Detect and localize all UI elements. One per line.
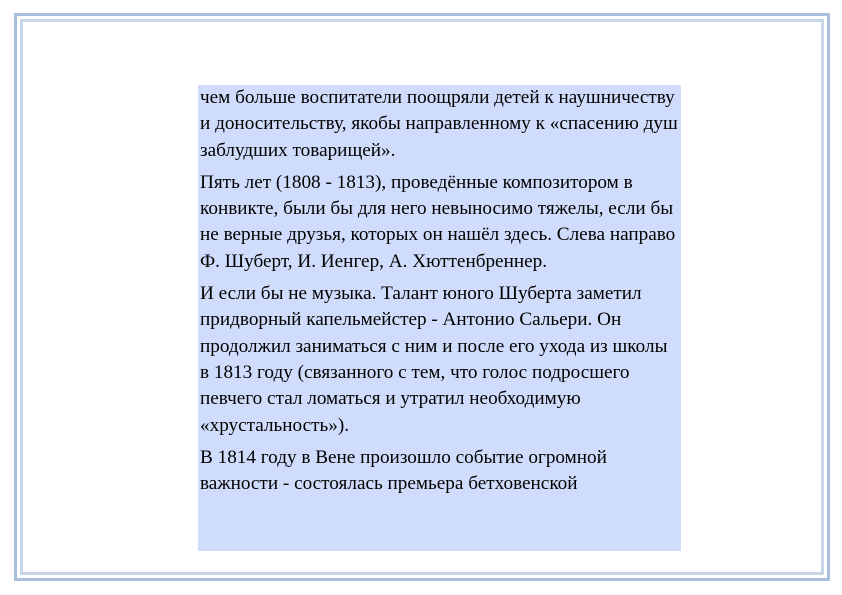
text-block <box>198 85 681 551</box>
paragraph: чем больше воспитатели поощряли детей к наушничеству и доносительству, якобы направленному к «спасению душ заблудших товарищей». <box>200 87 678 161</box>
paragraph: И если бы не музыка. Талант юного Шуберта заметил придворный капельмейстер - Антонио Сальери. Он продолжил заниматься с ним и после его ухода из школы в 1813 году (связанного с тем, что голос подросшего певчего стал ломаться и утратил необходимую «хрустальность»). <box>200 283 668 436</box>
paragraph: Пять лет (1808 - 1813), проведённые композитором в конвикте, были бы для него невыносимо тяжелы, если бы не верные друзья, которых он нашёл здесь. Слева направо Ф. Шуберт, И. Иенгер, А. Хюттенбреннер. <box>200 171 676 272</box>
paragraph: В 1814 году в Вене произошло событие огромной важности - состоялась премьера бетховенской <box>200 446 607 495</box>
